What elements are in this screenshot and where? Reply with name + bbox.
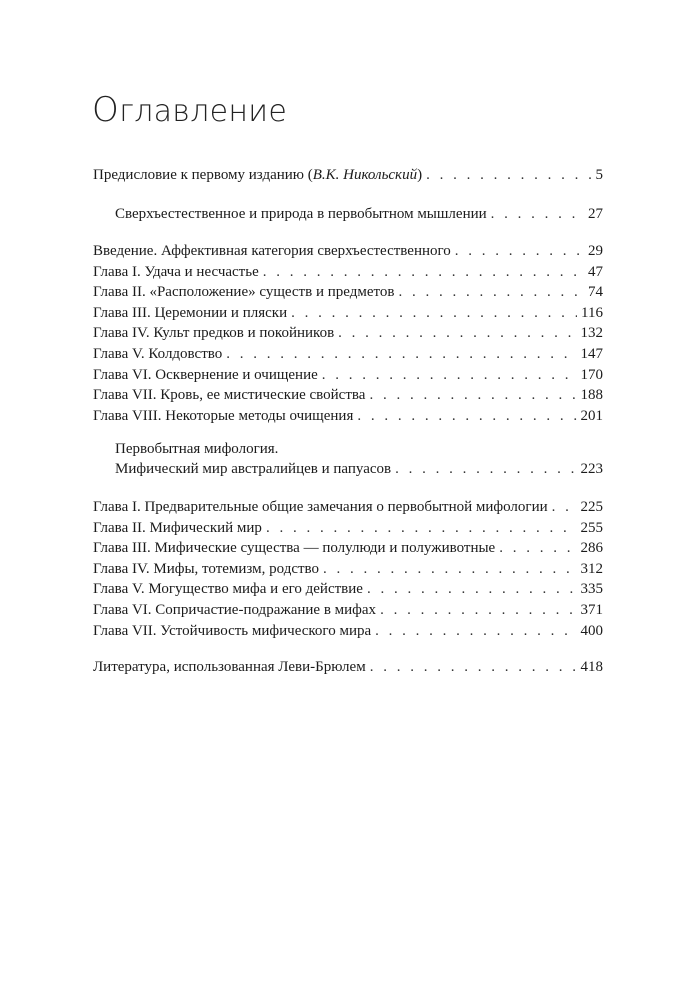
toc-entry[interactable] — [93, 324, 603, 343]
toc-entry-page: 418 — [580, 659, 603, 675]
toc-entry-title: Глава VI. Осквернение и очищение — [93, 366, 318, 383]
toc-part-title: Сверхъестественное и природа в первобытном мышлении — [115, 206, 487, 222]
toc-entry-page: 132 — [580, 325, 603, 342]
toc-entry-title: Глава I. Предварительные общие замечания о первобытной мифологии — [93, 499, 548, 515]
dot-leader — [491, 205, 584, 224]
toc-entry-title: Глава V. Могущество мифа и его действие — [93, 581, 363, 598]
toc-entry-preface[interactable] — [93, 166, 603, 185]
dot-leader — [338, 324, 576, 343]
toc-entry[interactable] — [93, 345, 603, 364]
toc-entry-page: 225 — [580, 499, 603, 515]
toc-part-heading[interactable] — [115, 460, 603, 479]
dot-leader — [323, 560, 576, 579]
toc-entry-title: Литература, использованная Леви-Брюлем — [93, 659, 366, 675]
toc-entry[interactable] — [93, 539, 603, 558]
toc-entry[interactable] — [93, 304, 603, 323]
toc-entry[interactable] — [93, 601, 603, 620]
toc-entry[interactable] — [93, 407, 603, 426]
toc-entry[interactable] — [93, 560, 603, 579]
toc-entry-title: Глава I. Удача и несчастье — [93, 263, 259, 280]
toc-entry-title: Глава IV. Мифы, тотемизм, родство — [93, 560, 320, 577]
toc-entry-page: 400 — [580, 622, 603, 639]
toc-entry-page: 116 — [581, 304, 603, 321]
editor-name: В.К. Никольский — [312, 167, 418, 183]
toc-entry-title: Введение. Аффективная категория сверхъестественного — [93, 243, 451, 259]
dot-leader — [499, 539, 576, 558]
toc-part-title-line2: Мифический мир австралийцев и папуасов — [115, 461, 392, 477]
toc-entry-literature[interactable] — [93, 658, 603, 677]
toc-entry[interactable] — [93, 386, 603, 405]
toc-entry-page: 47 — [588, 263, 603, 280]
toc-entry[interactable] — [93, 622, 603, 641]
toc-entry-title: Глава II. Мифический мир — [93, 519, 262, 536]
dot-leader — [291, 304, 577, 323]
toc-entry-page: 147 — [580, 346, 603, 362]
dot-leader — [380, 601, 576, 620]
toc-entry[interactable] — [93, 263, 603, 282]
toc-entry-title: Глава III. Мифические существа — полулюди и полуживотные — [93, 540, 496, 557]
toc-entry-page: 188 — [580, 387, 603, 404]
dot-leader — [357, 407, 576, 426]
page-title-initial: О — [92, 90, 120, 130]
toc-entry-title: Глава VII. Устойчивость мифического мира — [93, 622, 372, 639]
toc-entry-page: 170 — [580, 366, 603, 383]
toc-entry-title: Предисловие к первому изданию (В.К. Никольский) — [93, 167, 423, 183]
toc-entry-page: 286 — [580, 540, 603, 557]
toc-entry-page: 335 — [580, 581, 603, 598]
dot-leader — [426, 166, 591, 185]
toc-entry[interactable] — [93, 366, 603, 385]
toc-part-page: 223 — [580, 461, 603, 477]
dot-leader — [263, 263, 584, 282]
toc-entry-page: 74 — [588, 284, 603, 301]
toc-entry-page: 371 — [580, 602, 603, 618]
toc-entry[interactable] — [93, 283, 603, 302]
toc-entry-title: Глава VI. Сопричастие-подражание в мифах — [93, 602, 377, 618]
toc-entry-title: Глава VIII. Некоторые методы очищения — [93, 407, 354, 424]
dot-leader — [369, 386, 576, 405]
toc-part-page: 27 — [588, 206, 603, 222]
toc-entry-title: Глава III. Церемонии и пляски — [93, 304, 288, 321]
toc-entry[interactable] — [93, 242, 603, 261]
toc-entry[interactable] — [93, 580, 603, 599]
toc-part-heading[interactable] — [115, 205, 603, 224]
page-title — [92, 90, 287, 130]
dot-leader — [552, 498, 577, 517]
toc-entry-title: Глава V. Колдовство — [93, 346, 223, 362]
toc-entry-page: 5 — [595, 167, 603, 183]
dot-leader — [398, 283, 584, 302]
dot-leader — [226, 345, 576, 364]
dot-leader — [375, 622, 576, 641]
toc-entry-page: 312 — [580, 560, 603, 577]
toc-entry-title: Глава II. «Расположение» существ и предметов — [93, 284, 395, 301]
dot-leader — [370, 658, 577, 677]
toc-entry[interactable] — [93, 498, 603, 517]
toc-part-title-line1: Первобытная мифология. — [115, 441, 279, 457]
page-title-rest: главление — [119, 94, 288, 129]
dot-leader — [367, 580, 577, 599]
dot-leader — [455, 242, 584, 261]
dot-leader — [266, 519, 577, 538]
dot-leader — [322, 366, 577, 385]
dot-leader — [395, 460, 576, 479]
toc-entry-page: 255 — [580, 519, 603, 536]
toc-entry-page: 201 — [580, 407, 603, 424]
toc-entry[interactable] — [93, 519, 603, 538]
toc-entry-title: Глава IV. Культ предков и покойников — [93, 325, 335, 342]
toc-entry-title: Глава VII. Кровь, ее мистические свойства — [93, 387, 366, 404]
toc-entry-page: 29 — [588, 243, 603, 259]
